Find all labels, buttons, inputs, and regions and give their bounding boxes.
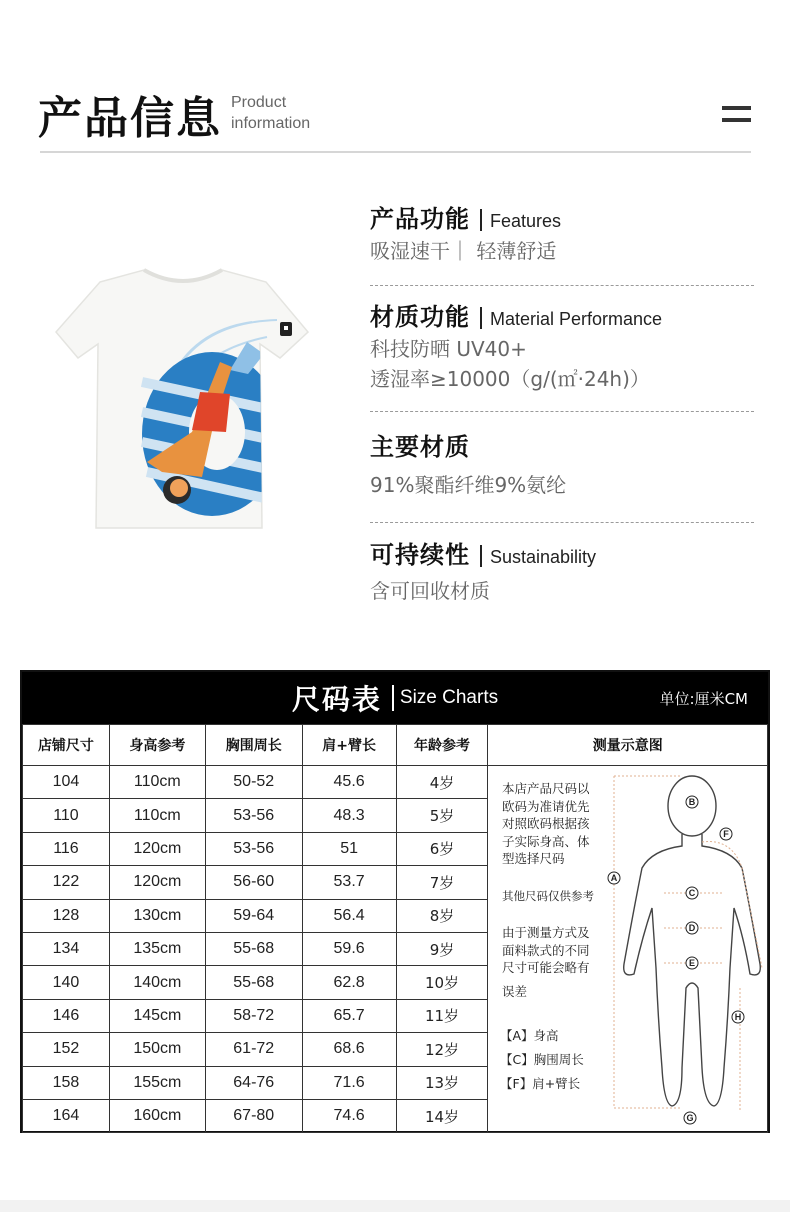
table-cell: 59.6 bbox=[302, 932, 396, 965]
header-divider bbox=[40, 151, 751, 153]
feature-block-sustainability bbox=[370, 538, 754, 606]
table-cell: 9岁 bbox=[396, 932, 488, 965]
table-cell: 14岁 bbox=[396, 1099, 488, 1132]
table-cell: 48.3 bbox=[302, 799, 396, 832]
table-cell: 120cm bbox=[109, 866, 205, 899]
table-cell: 59-64 bbox=[205, 899, 302, 932]
feature-text: 吸湿速干｜ 轻薄舒适 bbox=[370, 239, 557, 263]
table-cell: 158 bbox=[23, 1066, 110, 1099]
measurement-legend bbox=[500, 1024, 584, 1096]
measurement-diagram-panel bbox=[488, 764, 768, 1131]
feature-text: 含可回收材质 bbox=[370, 579, 490, 603]
size-note-2: 其他尺码仅供参考 bbox=[502, 889, 594, 903]
marker-c: C bbox=[688, 888, 696, 898]
table-cell: 122 bbox=[23, 866, 110, 899]
table-cell: 53-56 bbox=[205, 799, 302, 832]
page-bottom-strip bbox=[0, 1200, 790, 1212]
table-cell: 13岁 bbox=[396, 1066, 488, 1099]
feature-block-main-material bbox=[370, 430, 754, 500]
feature-title: 产品功能 bbox=[370, 205, 470, 233]
table-cell: 6岁 bbox=[396, 832, 488, 865]
table-cell: 10岁 bbox=[396, 966, 488, 999]
column-header: 肩+臂长 bbox=[302, 725, 396, 766]
table-cell: 150cm bbox=[109, 1033, 205, 1066]
feature-block-material-performance bbox=[370, 300, 754, 394]
table-cell: 65.7 bbox=[302, 999, 396, 1032]
table-cell: 152 bbox=[23, 1033, 110, 1066]
legend-item: 【A】身高 bbox=[500, 1028, 559, 1043]
table-cell: 11岁 bbox=[396, 999, 488, 1032]
table-cell: 7岁 bbox=[396, 866, 488, 899]
table-cell: 8岁 bbox=[396, 899, 488, 932]
column-header: 年龄参考 bbox=[396, 725, 488, 766]
table-cell: 45.6 bbox=[302, 766, 396, 799]
size-note-3: 由于测量方式及 面料款式的不同 尺寸可能会略有 误差 bbox=[502, 925, 590, 999]
size-chart-title-en: Size Charts bbox=[399, 687, 499, 708]
divider-dashed bbox=[370, 522, 754, 523]
size-chart-header bbox=[22, 672, 768, 724]
divider-dashed bbox=[370, 285, 754, 286]
table-cell: 134 bbox=[23, 932, 110, 965]
table-cell: 164 bbox=[23, 1099, 110, 1132]
table-cell: 140 bbox=[23, 966, 110, 999]
table-cell: 116 bbox=[23, 832, 110, 865]
table-cell: 62.8 bbox=[302, 966, 396, 999]
feature-title: 可持续性 bbox=[370, 541, 470, 569]
page-subtitle-line-1: Product bbox=[231, 94, 287, 111]
table-cell: 74.6 bbox=[302, 1099, 396, 1132]
table-cell: 55-68 bbox=[205, 932, 302, 965]
column-header: 身高参考 bbox=[109, 725, 205, 766]
marker-h: H bbox=[734, 1012, 742, 1022]
table-cell: 145cm bbox=[109, 999, 205, 1032]
product-tshirt-image bbox=[52, 262, 314, 534]
table-cell: 110cm bbox=[109, 766, 205, 799]
page-subtitle bbox=[231, 92, 310, 134]
table-cell: 55-68 bbox=[205, 966, 302, 999]
marker-f: F bbox=[723, 829, 729, 839]
feature-text: 科技防晒 UV40+ bbox=[370, 337, 527, 361]
table-cell: 56-60 bbox=[205, 866, 302, 899]
table-cell: 53-56 bbox=[205, 832, 302, 865]
legend-item: 【C】胸围周长 bbox=[500, 1052, 584, 1067]
feature-title: 材质功能 bbox=[370, 303, 470, 331]
size-chart-unit: 单位:厘米CM bbox=[659, 690, 748, 708]
divider-dashed bbox=[370, 411, 754, 412]
table-cell: 68.6 bbox=[302, 1033, 396, 1066]
size-chart bbox=[20, 670, 770, 1133]
feature-text: 91%聚酯纤维9%氨纶 bbox=[370, 473, 567, 497]
feature-block-functions bbox=[370, 202, 754, 266]
legend-item: 【F】肩+臂长 bbox=[500, 1076, 581, 1091]
table-cell: 12岁 bbox=[396, 1033, 488, 1066]
table-cell: 64-76 bbox=[205, 1066, 302, 1099]
table-cell: 5岁 bbox=[396, 799, 488, 832]
column-header: 店铺尺寸 bbox=[23, 725, 110, 766]
table-cell: 155cm bbox=[109, 1066, 205, 1099]
table-cell: 51 bbox=[302, 832, 396, 865]
marker-a: A bbox=[610, 873, 618, 883]
table-cell: 130cm bbox=[109, 899, 205, 932]
page-title: 产品信息 bbox=[38, 93, 222, 144]
table-cell: 160cm bbox=[109, 1099, 205, 1132]
column-header: 测量示意图 bbox=[488, 725, 768, 766]
table-cell: 104 bbox=[23, 766, 110, 799]
table-cell: 140cm bbox=[109, 966, 205, 999]
table-cell: 110 bbox=[23, 799, 110, 832]
marker-d: D bbox=[688, 923, 696, 933]
table-cell: 146 bbox=[23, 999, 110, 1032]
feature-title-en: Material Performance bbox=[490, 309, 663, 329]
marker-e: E bbox=[688, 958, 696, 968]
table-cell: 58-72 bbox=[205, 999, 302, 1032]
page-subtitle-line-2: information bbox=[231, 115, 311, 132]
marker-b: B bbox=[688, 797, 696, 807]
table-cell: 50-52 bbox=[205, 766, 302, 799]
table-cell: 128 bbox=[23, 899, 110, 932]
feature-title: 主要材质 bbox=[370, 433, 470, 461]
feature-title-en: Sustainability bbox=[490, 547, 597, 567]
marker-g: G bbox=[686, 1113, 694, 1123]
table-cell: 67-80 bbox=[205, 1099, 302, 1132]
table-cell: 71.6 bbox=[302, 1066, 396, 1099]
menu-icon[interactable] bbox=[722, 106, 751, 122]
size-note-1: 本店产品尺码以 欧码为准请优先 对照欧码根据孩 子实际身高、体 型选择尺码 bbox=[502, 781, 590, 866]
feature-title-en: Features bbox=[490, 211, 562, 231]
body-measurement-figure bbox=[612, 768, 764, 1128]
column-header: 胸围周长 bbox=[205, 725, 302, 766]
table-cell: 4岁 bbox=[396, 766, 488, 799]
size-chart-title: 尺码表 bbox=[291, 683, 382, 716]
table-cell: 120cm bbox=[109, 832, 205, 865]
table-cell: 53.7 bbox=[302, 866, 396, 899]
table-cell: 110cm bbox=[109, 799, 205, 832]
table-cell: 61-72 bbox=[205, 1033, 302, 1066]
table-cell: 135cm bbox=[109, 932, 205, 965]
feature-text: 透湿率≥10000（g/(㎡·24h)） bbox=[370, 367, 650, 391]
table-cell: 56.4 bbox=[302, 899, 396, 932]
